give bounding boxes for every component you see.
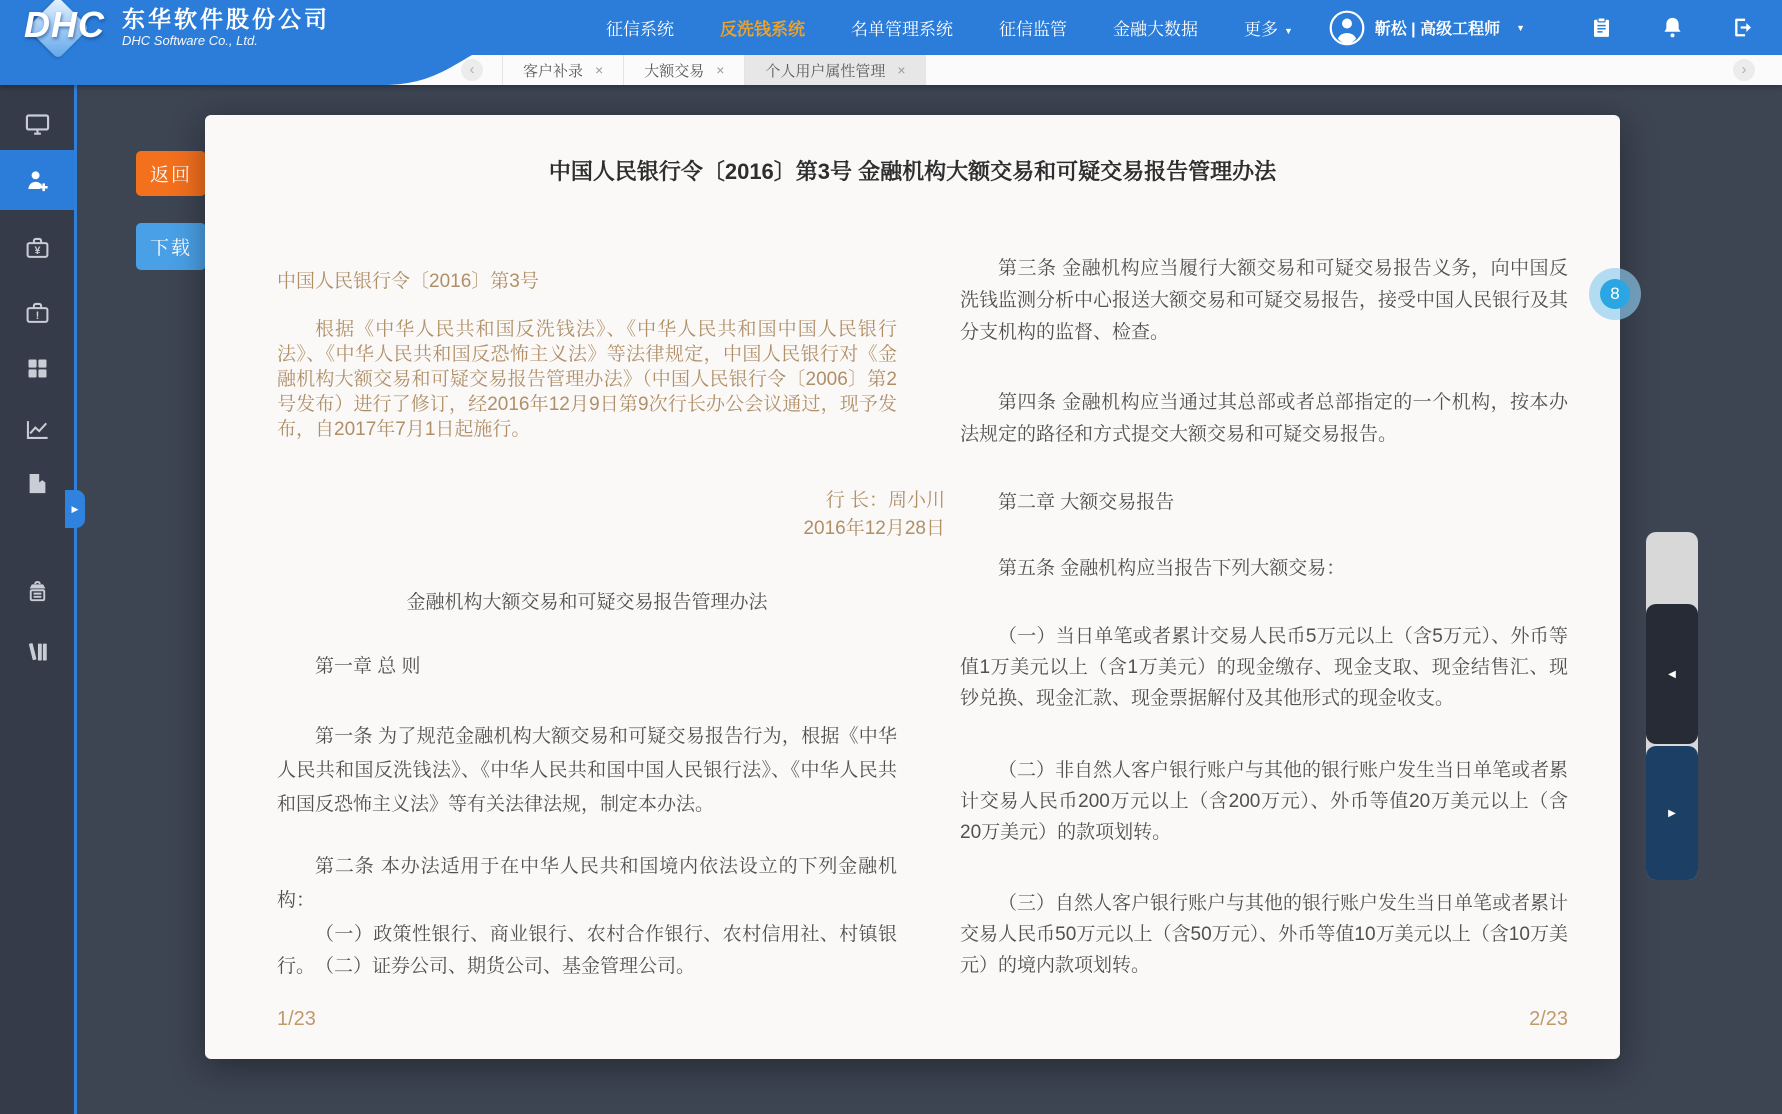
sidebar	[0, 85, 74, 1114]
sidebar-item-library[interactable]	[0, 625, 74, 677]
nav-item-credit-system[interactable]: 征信系统	[606, 20, 674, 39]
close-icon[interactable]: ×	[716, 62, 725, 78]
article-4: 第四条 金融机构应当通过其总部或者总部指定的一个机构，按本办法规定的路径和方式提交大额交易和可疑交易报告。	[960, 392, 1568, 445]
chevron-down-icon: ▼	[1284, 25, 1293, 36]
back-button[interactable]: 返回	[136, 151, 206, 196]
chevron-right-icon: ▶	[1668, 807, 1676, 819]
previous-page-button[interactable]	[1646, 604, 1698, 744]
top-bar	[0, 0, 1782, 55]
clipboard-icon[interactable]	[1589, 15, 1614, 40]
tab-scroll-left-icon[interactable]: ‹	[461, 59, 483, 81]
sidebar-item-monitor[interactable]	[0, 98, 74, 150]
article-3: 第三条 金融机构应当履行大额交易和可疑交易报告义务，向中国反洗钱监测分析中心报送大额交易和可疑交易报告，接受中国人民银行及其分支机构的监督、检查。	[960, 258, 1569, 343]
avatar	[1329, 10, 1365, 46]
measures-subtitle: 金融机构大额交易和可疑交易报告管理办法	[406, 592, 768, 613]
sidebar-item-signboard[interactable]	[0, 566, 74, 618]
sidebar-item-analytics[interactable]	[0, 403, 74, 455]
briefcase-alert-icon	[24, 300, 51, 327]
nav-item-financial-bigdata[interactable]: 金融大数据	[1113, 20, 1198, 39]
grid-icon	[24, 355, 51, 382]
dhc-monogram: DHC	[24, 4, 105, 45]
decree-number: 中国人民银行令〔2016〕第3号	[277, 271, 539, 292]
signboard-icon	[24, 579, 51, 606]
article-5-item-2: （二）非自然人客户银行账户与其他的银行账户发生当日单笔或者累计交易人民币200万元以上（含200万元）、外币等值20万美元以上（含20万美元）的款项划转。	[960, 760, 1569, 843]
sidebar-item-apps[interactable]	[0, 342, 74, 394]
next-page-button[interactable]	[1646, 746, 1698, 880]
svg-text:!: !	[35, 309, 39, 322]
company-name-en: DHC Software Co., Ltd.	[122, 33, 258, 48]
bell-icon[interactable]	[1660, 15, 1685, 40]
main-nav	[606, 15, 1293, 40]
user-add-icon	[24, 167, 51, 194]
sidebar-item-case-alert[interactable]	[0, 287, 74, 339]
article-5-item-3: （三）自然人客户银行账户与其他的银行账户发生当日单笔或者累计交易人民币50万元以上（含50万元）、外币等值10万美元以上（含10万美元）的境内款项划转。	[960, 893, 1569, 976]
company-name-cn: 东华软件股份公司	[122, 6, 330, 32]
book-icon	[24, 470, 51, 497]
sidebar-expand-handle[interactable]	[65, 490, 85, 528]
tab-large-transactions[interactable]: 大额交易 ×	[624, 55, 745, 85]
document-viewer	[205, 115, 1620, 1059]
tab-personal-user-attributes[interactable]: 个人用户属性管理 ×	[745, 55, 925, 85]
tab-customer-supplement[interactable]: 客户补录 ×	[502, 55, 624, 85]
nav-item-more[interactable]: 更多 ▼	[1244, 20, 1293, 39]
library-books-icon	[24, 638, 51, 665]
chapter-1-heading: 第一章 总 则	[315, 656, 421, 677]
monitor-icon	[24, 111, 51, 138]
document-title: 中国人民银行令〔2016〕第3号 金融机构大额交易和可疑交易报告管理办法	[548, 159, 1277, 184]
chevron-right-icon: ▶	[71, 503, 79, 514]
sidebar-accent-line	[71, 85, 79, 1114]
user-menu[interactable]	[1329, 10, 1525, 46]
chapter-2-heading: 第二章 大额交易报告	[998, 492, 1175, 513]
sidebar-item-user-add[interactable]	[0, 150, 74, 210]
close-icon[interactable]: ×	[897, 62, 906, 78]
article-2: 第二条 本办法适用于在中华人民共和国境内依法设立的下列金融机构：	[277, 856, 897, 911]
nav-item-list-management[interactable]: 名单管理系统	[851, 20, 953, 39]
notification-count: 8	[1600, 279, 1630, 309]
right-page-number: 2/23	[1529, 1008, 1568, 1030]
decree-preamble: 根据《中华人民共和国反洗钱法》、《中华人民共和国中国人民银行法》、《中华人民共和国反恐怖主义法》等法律规定，中国人民银行对《金融机构大额交易和可疑交易报告管理办法》（中国人民银行令〔2006〕第2号发布）进行了修订，经2016年12月9日第9次行长办公会议通过，现予发布，自2017年7月1日起施行。	[277, 319, 897, 440]
svg-text:¥: ¥	[34, 244, 40, 257]
article-5: 第五条 金融机构应当报告下列大额交易：	[998, 558, 1346, 579]
sign-date: 2016年12月28日	[803, 518, 945, 539]
tab-scroll-right-icon[interactable]: ›	[1733, 59, 1755, 81]
sidebar-item-case-money[interactable]	[0, 222, 74, 274]
chevron-left-icon: ◀	[1668, 668, 1676, 680]
close-icon[interactable]: ×	[595, 62, 604, 78]
sidebar-item-book[interactable]	[0, 457, 74, 509]
left-page-number: 1/23	[277, 1008, 316, 1030]
article-1: 第一条 为了规范金融机构大额交易和可疑交易报告行为，根据《中华人民共和国反洗钱法》、《中华人民共和国中国人民银行法》、《中华人民共和国反恐怖主义法》等有关法律法规，制定本办法。	[277, 726, 897, 815]
user-name-title: 靳松 | 高级工程师	[1374, 21, 1501, 38]
download-button[interactable]: 下载	[136, 223, 206, 270]
header-swoosh	[0, 55, 500, 85]
open-tabs	[502, 55, 926, 85]
tab-strip	[0, 55, 1782, 85]
briefcase-yuan-icon	[24, 235, 51, 262]
article-2-item-1: （一）政策性银行、商业银行、农村合作银行、农村信用社、村镇银行。	[277, 924, 897, 977]
nav-item-aml-system[interactable]: 反洗钱系统	[720, 20, 805, 39]
chevron-down-icon: ▼	[1516, 22, 1525, 33]
nav-item-credit-supervision[interactable]: 征信监管	[999, 20, 1067, 39]
article-2-item-2: （二）证券公司、期货公司、基金管理公司。	[315, 956, 696, 977]
logout-icon[interactable]	[1731, 15, 1756, 40]
notification-badge[interactable]	[1589, 268, 1641, 320]
signer: 行 长：周小川	[825, 490, 945, 511]
company-logo	[0, 0, 440, 55]
line-chart-icon	[24, 416, 51, 443]
article-5-item-1: （一）当日单笔或者累计交易人民币5万元以上（含5万元）、外币等值1万美元以上（含1万美元）的现金缴存、现金支取、现金结售汇、现钞兑换、现金汇款、现金票据解付及其他形式的现金收支。	[960, 626, 1568, 709]
